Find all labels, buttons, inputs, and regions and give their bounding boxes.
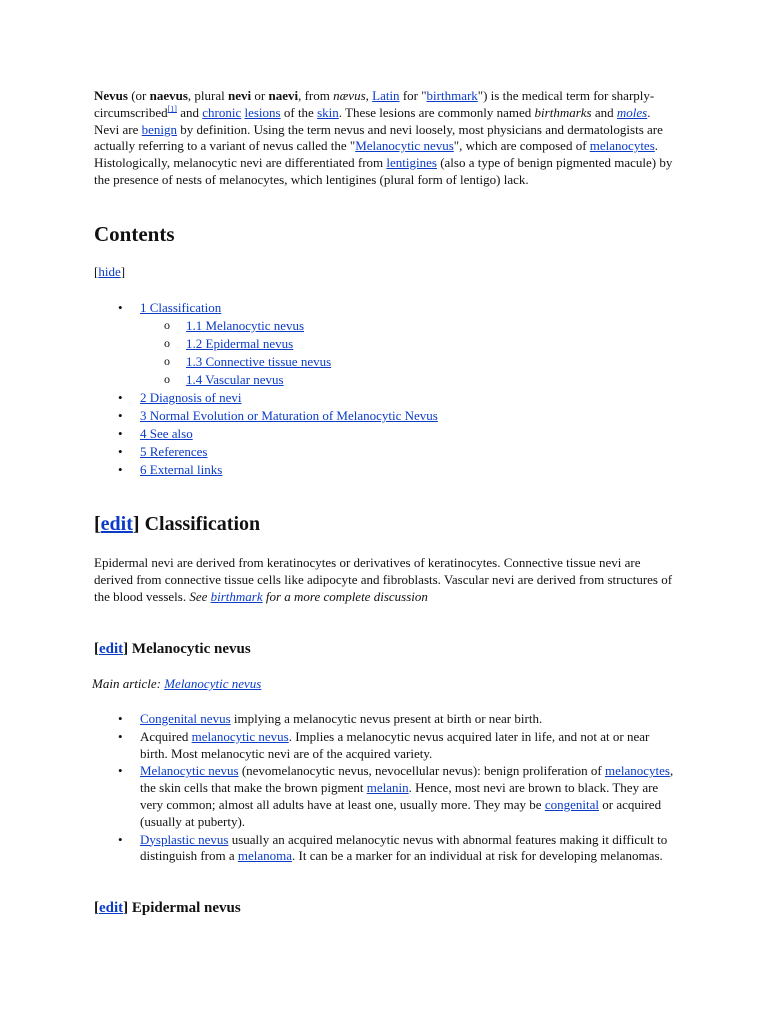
term-nevus: Nevus <box>94 88 128 103</box>
toc-subitem <box>164 353 438 371</box>
link-skin[interactable]: skin <box>317 104 339 120</box>
toc-toggle: [hide] <box>94 264 126 279</box>
citation-1[interactable]: [1] <box>167 104 177 114</box>
list-item: • Congenital nevus implying a melanocytic nevus present at birth or near birth. <box>118 711 678 728</box>
term-nevi: nevi <box>228 88 252 103</box>
intro-paragraph: Nevus (or naevus, plural nevi or naevi, from nævus, Latin for "birthmark") is the medical term for sharply-circumscribed[1] and chronic lesions of the skin. These lesions are commonly named birthmarks and moles. Nevi are benign by definition. Using the term nevus and nevi loosely, most physicians and dermatologists are actually referring to a variant of nevus called the "Melanocytic nevus", which are composed of melanocytes. Histologically, melanocytic nevi are differentiated from lentigines (also a type of benign pigmented macule) by the presence of nests of melanocytes, which lentigines (plural form of lentigo) lack. <box>94 88 673 187</box>
link-melanocytes[interactable]: melanocytes <box>589 138 655 154</box>
toc-item <box>118 389 438 407</box>
link-melanocytic-nevus-3[interactable]: Melanocytic nevus <box>140 763 239 779</box>
link-melanoma[interactable]: melanoma <box>237 848 293 864</box>
table-of-contents <box>118 299 438 479</box>
list-item: • Dysplastic nevus usually an acquired melanocytic nevus with abnormal features making it difficult to distinguish from a melanoma. It can be a marker for an individual at risk for developing melanomas. <box>118 832 678 866</box>
toc-subitem <box>164 371 438 389</box>
toc-link-epidermal-nevus[interactable]: 1.2 Epidermal nevus <box>186 336 294 351</box>
term-naevus-latin: nævus <box>333 88 366 103</box>
link-dysplastic-nevus[interactable]: Dysplastic nevus <box>140 831 229 847</box>
toc-item <box>118 443 438 461</box>
term-naevus: naevus <box>149 88 188 103</box>
melanocytic-list <box>118 711 678 866</box>
main-article-link[interactable]: Melanocytic nevus <box>164 676 262 691</box>
toc-link-references[interactable]: 5 References <box>140 444 208 459</box>
toc-link-melanocytic-nevus[interactable]: 1.1 Melanocytic nevus <box>186 318 305 333</box>
toc-link-see-also[interactable]: 4 See also <box>140 426 193 441</box>
edit-link-epidermal[interactable]: edit <box>99 900 124 916</box>
toc-item <box>118 407 438 425</box>
classification-heading: [edit] Classification <box>94 513 261 535</box>
toc-subitem <box>164 335 438 353</box>
list-item: • Melanocytic nevus (nevomelanocytic nevus, nevocellular nevus): benign proliferation of melanocytes, the skin cells that make the brown pigment melanin. Hence, most nevi are brown to black. They are very common; almost all adults have at least one, usually more. They may be congenital or acquired (usually at puberty). <box>118 763 678 830</box>
melanocytic-nevus-heading: [edit] Melanocytic nevus <box>94 641 251 657</box>
toc-item <box>118 299 438 389</box>
edit-link-melanocytic[interactable]: edit <box>99 641 124 657</box>
link-melanocytic-nevus[interactable]: Melanocytic nevus <box>355 138 454 154</box>
link-lesions[interactable]: lesions <box>244 104 281 120</box>
classification-paragraph: Epidermal nevi are derived from keratinocytes or derivatives of keratinocytes. Connective tissue nevi are derived from connective tissue cells like adipocyte and fibroblasts. Vascular nevi are derived from structures of the blood vessels. See birthmark for a more complete discussion <box>94 555 673 604</box>
hide-link[interactable]: hide <box>98 264 121 279</box>
toc-link-vascular-nevus[interactable]: 1.4 Vascular nevus <box>186 372 284 387</box>
link-birthmark-see[interactable]: birthmark <box>210 588 263 604</box>
link-melanocytic-nevus-2[interactable]: melanocytic nevus <box>191 728 289 744</box>
link-moles[interactable]: moles <box>616 104 648 120</box>
link-melanin[interactable]: melanin <box>366 780 409 796</box>
link-latin[interactable]: Latin <box>372 88 400 103</box>
link-congenital-nevus[interactable]: Congenital nevus <box>140 711 231 726</box>
toc-item <box>118 461 438 479</box>
toc-subitem <box>164 317 438 335</box>
toc-sublist <box>140 317 438 389</box>
toc-link-external-links[interactable]: 6 External links <box>140 462 223 477</box>
toc-link-connective-tissue-nevus[interactable]: 1.3 Connective tissue nevus <box>186 354 332 369</box>
link-birthmark[interactable]: birthmark <box>426 88 478 103</box>
link-melanocytes-2[interactable]: melanocytes <box>604 763 670 779</box>
toc-link-evolution[interactable]: 3 Normal Evolution or Maturation of Melanocytic Nevus <box>140 408 438 423</box>
main-article-note: Main article: Melanocytic nevus <box>92 676 262 691</box>
link-benign[interactable]: benign <box>141 121 178 137</box>
link-congenital[interactable]: congenital <box>544 796 599 812</box>
link-chronic[interactable]: chronic <box>202 104 242 120</box>
epidermal-nevus-heading: [edit] Epidermal nevus <box>94 900 241 916</box>
edit-link-classification[interactable]: edit <box>100 513 133 535</box>
link-lentigines[interactable]: lentigines <box>386 155 437 171</box>
toc-link-classification[interactable]: 1 Classification <box>140 300 222 315</box>
toc-item <box>118 425 438 443</box>
term-naevi: naevi <box>268 88 299 103</box>
list-item: • Acquired melanocytic nevus. Implies a melanocytic nevus acquired later in life, and not at or near birth. Most melanocytic nevi are of the acquired variety. <box>118 729 678 763</box>
toc-link-diagnosis[interactable]: 2 Diagnosis of nevi <box>140 390 242 405</box>
contents-heading: Contents <box>94 222 175 246</box>
